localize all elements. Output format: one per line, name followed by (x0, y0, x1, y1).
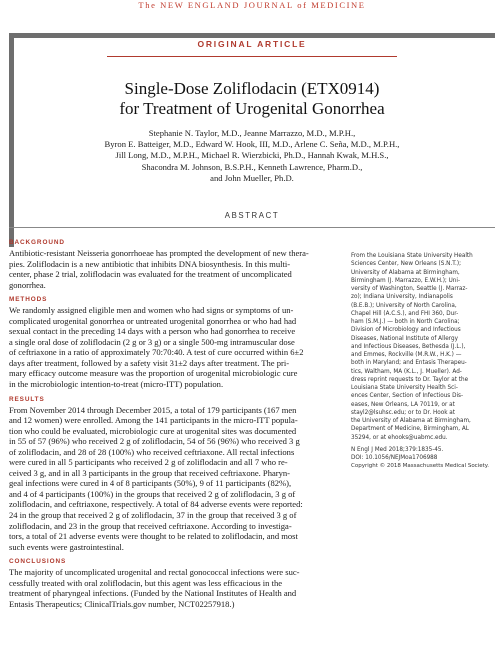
author-list (0, 128, 504, 184)
affiliation-line: eases, New Orleans, LA 70119, or at (351, 401, 455, 408)
affiliation-line: Diseases, National Institute of Allergy (351, 335, 458, 342)
text-line: mary efficacy outcome measure was the proportion of urogenital microbiologic cure (9, 368, 298, 379)
section-label-background: BACKGROUND (9, 239, 65, 246)
text-line: zoliflodacin, and 23 in the group that received ceftriaxone. According to investiga- (9, 520, 292, 531)
affiliation-line: (B.E.B.); University of North Carolina, (351, 302, 457, 309)
text-line: tors, a total of 21 adverse events were thought to be related to zoliflodacin, and most (9, 531, 298, 542)
text-line: and 12 women) were enrolled. Among the 141 participants in the micro-ITT popula- (9, 415, 298, 426)
affiliation-line: Louisiana State University Health Sci- (351, 385, 458, 391)
affiliation-line: 35294, or at ehooks@uabmc.edu. (351, 434, 448, 441)
results-section (9, 395, 341, 553)
author-line: Stephanie N. Taylor, M.D., Jeanne Marrazzo, M.D., M.P.H., (148, 128, 356, 138)
text-line: ceived 3 g, and in all 3 participants in the group that received ceftriaxone. Pharyn- (9, 467, 290, 478)
affiliations-text (351, 252, 501, 442)
background-text (9, 248, 341, 290)
text-line: days after treatment, followed by a safety visit 31±2 days after treatment. The pri- (9, 357, 290, 368)
affiliation-line: Division of Microbiology and Infectious (351, 327, 461, 334)
affiliation-line: From the Louisiana State University Health (351, 253, 473, 259)
text-line: center, phase 2 trial, zoliflodacin was evaluated for the treatment of uncomplicated (9, 269, 292, 280)
affiliation-line: the University of Alabama at Birmingham, (351, 418, 471, 424)
methods-section (9, 295, 341, 389)
text-line: geal infections were cured in 4 of 8 participants (50%), 9 of 11 participants (82%), (9, 478, 292, 489)
text-line: 24 in the group that received 2 g of zoliflodacin, 37 in the group that received 3 g of (9, 510, 297, 521)
text-line: Antibiotic-resistant Neisseria gonorrhoeae has prompted the development of new thera- (9, 248, 309, 258)
text-line: treatment of pharyngeal infections. (Funded by the National Institutes of Health and (9, 588, 297, 599)
text-line: complicated urogenital gonorrhea or untreated urogenital gonorrhea or who had had (9, 315, 297, 326)
affiliation-line: Sciences Center, New Orleans (S.N.T.); (351, 261, 461, 268)
conclusions-section (9, 557, 341, 609)
abstract-body (9, 238, 341, 614)
affiliation-line: Chapel Hill (A.C.S.), and FHI 360, Dur- (351, 310, 459, 317)
article-title (0, 79, 504, 118)
text-line: sexual contact in the preceding 14 days with a person who had gonorrhea to receive (9, 326, 296, 337)
affiliation-line: Department of Medicine, Birmingham, AL (351, 426, 469, 433)
text-line: were cured in all 5 participants who received 2 g of zoliflodacin and all 7 who re- (9, 457, 288, 468)
abstract-rule (9, 227, 495, 228)
title-line-1: Single-Dose Zoliflodacin (ETX0914) (124, 79, 380, 98)
text-line: such events were gastrointestinal. (9, 541, 124, 552)
copyright-notice: Copyright © 2018 Massachusetts Medical Society. (351, 463, 489, 470)
author-line: Shacondra M. Johnson, B.S.P.H., Kenneth Lawrence, Pharm.D., (141, 161, 363, 172)
text-line: of ceftriaxone in a ratio of approximately 70:70:40. A test of cure occurred within 6±2 (9, 347, 304, 358)
affiliation-line: tics, Waltham, MA (K.L., J. Mueller). Ad- (351, 368, 462, 375)
text-line: Entasis Therapeutics; ClinicalTrials.gov number, NCT02257918.) (9, 598, 235, 609)
text-line: in 55 of 57 (96%) who received 2 g of zoliflodacin, 54 of 56 (96%) who received 3 g (9, 436, 300, 447)
affiliation-line: dress reprint requests to Dr. Taylor at the (351, 376, 469, 383)
doi: DOI: 10.1056/NEJMoa1706988 (351, 455, 438, 461)
text-line: cessfully treated with oral zoliflodacin, but this agent was less efficacious in the (9, 577, 283, 588)
sidebar-affiliations (351, 252, 501, 471)
affiliation-line: University of Alabama at Birmingham, (351, 269, 460, 276)
affiliation-line: zo); Indiana University, Indianapolis (351, 294, 453, 301)
citation: N Engl J Med 2018;379:1835-45. (351, 446, 444, 453)
author-line: Byron E. Batteiger, M.D., Edward W. Hook, III, M.D., Arlene C. Seña, M.D., M.P.H., (104, 139, 400, 150)
author-line: Jill Long, M.D., M.P.H., Michael R. Wierzbicki, Ph.D., Hannah Kwak, M.H.S., (115, 150, 389, 161)
text-line: of zoliflodacin, and 28 of 28 (100%) who received ceftriaxone. All rectal infections (9, 446, 295, 457)
conclusions-text (9, 567, 341, 609)
affiliation-line: ences Center, Section of Infectious Dis- (351, 393, 464, 400)
text-line: in the microbiologic intention-to-treat (micro-ITT) population. (9, 379, 224, 390)
text-line: a single oral dose of zoliflodacin (2 g or 3 g) or a single 500-mg intramuscular dose (9, 336, 295, 347)
text-line: We randomly assigned eligible men and women who had signs or symptoms of un- (9, 305, 294, 316)
affiliation-line: ham (S.M.J.) — both in North Carolina; (351, 319, 460, 325)
text-line: tion who could be evaluated, microbiologic cure at urogenital sites was documented (9, 425, 297, 436)
article-type-label: ORIGINAL ARTICLE (197, 39, 307, 49)
text-line: zoliflodacin, and ceftriaxone, respectively. A total of 84 adverse events were reported: (9, 499, 303, 510)
text-line: gonorrhea. (9, 279, 46, 290)
journal-name: The NEW ENGLAND JOURNAL of MEDICINE (138, 0, 366, 10)
text-line: From November 2014 through December 2015, a total of 179 participants (167 men (9, 404, 297, 415)
section-label-conclusions: CONCLUSIONS (9, 558, 67, 566)
text-line: The majority of uncomplicated urogenital and rectal gonococcal infections were suc- (9, 567, 300, 578)
affiliation-line: and Emmes, Rockville (M.R.W., H.K.) — (351, 352, 462, 358)
text-line: pies. Zoliflodacin is a new antibiotic that inhibits DNA biosynthesis. In this multi- (9, 258, 291, 269)
abstract-heading: ABSTRACT (224, 211, 280, 220)
background-section (9, 238, 341, 290)
section-label-results: RESULTS (9, 395, 45, 403)
results-text (9, 405, 341, 553)
affiliation-line: and Infectious Diseases, Bethesda (J.L.), (351, 343, 466, 350)
author-line: and John Mueller, Ph.D. (210, 172, 294, 183)
affiliation-line: versity of Washington, Seattle (J. Marraz- (351, 286, 468, 292)
affiliation-line: Birmingham (J. Marrazzo, E.W.H.); Uni- (351, 277, 461, 284)
article-type-rule (107, 56, 397, 57)
methods-text (9, 305, 341, 389)
affiliation-line: both in Maryland; and Entasis Therapeu- (351, 360, 467, 367)
title-line-2: for Treatment of Urogenital Gonorrhea (119, 98, 385, 118)
section-label-methods: METHODS (9, 296, 48, 304)
text-line: and 4 of 4 participants (100%) in the groups that received 2 g of zoliflodacin, 3 g of (9, 488, 296, 499)
affiliation-line: stayl2@lsuhsc.edu; or to Dr. Hook at (351, 409, 456, 416)
article-metadata (351, 446, 501, 471)
